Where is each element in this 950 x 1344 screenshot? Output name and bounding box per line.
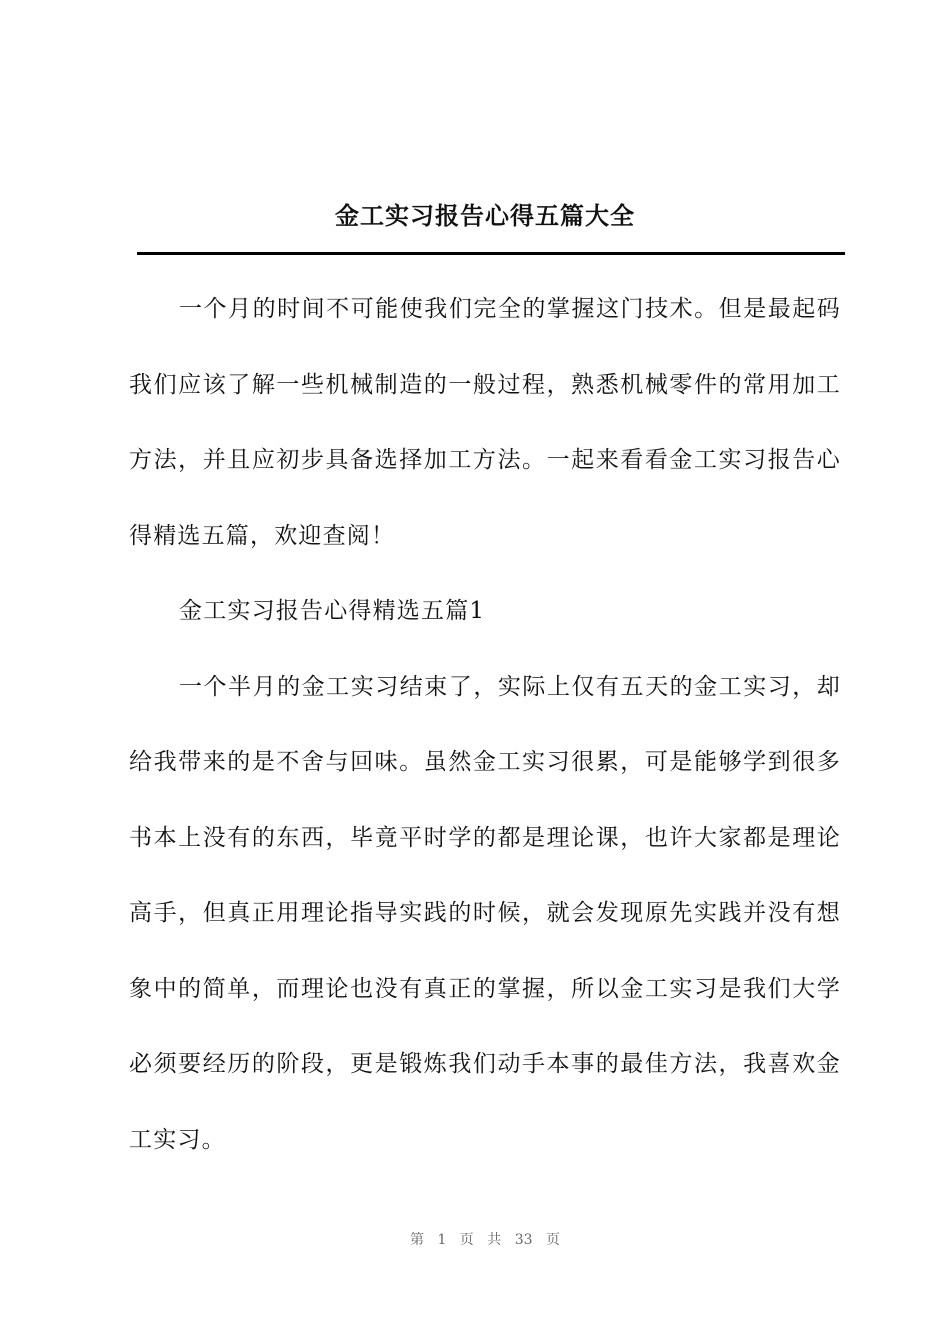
document-title: 金工实习报告心得五篇大全 — [335, 201, 635, 230]
section-heading: 金工实习报告心得精选五篇1 — [179, 598, 486, 624]
document-body — [129, 272, 841, 1178]
title-underline — [137, 252, 845, 255]
intro-paragraph: 一个月的时间不可能使我们完全的掌握这门技术。但是最起码我们应该了解一些机械制造的一般过程，熟悉机械零件的常用加工方法，并且应初步具备选择加工方法。一起来看看金工实习报告心得精选五篇，欢迎查阅！ — [129, 296, 841, 549]
page-number-footer: 第 1 页 共 33 页 — [410, 1232, 560, 1248]
body-paragraph: 一个半月的金工实习结束了，实际上仅有五天的金工实习，却给我带来的是不舍与回味。虽然金工实习很累，可是能够学到很多书本上没有的东西，毕竟平时学的都是理论课，也许大家都是理论高手，但真正用理论指导实践的时候，就会发现原先实践并没有想象中的简单，而理论也没有真正的掌握，所以金工实习是我们大学必须要经历的阶段，更是锻炼我们动手本事的最佳方法，我喜欢金工实习。 — [129, 673, 841, 1153]
